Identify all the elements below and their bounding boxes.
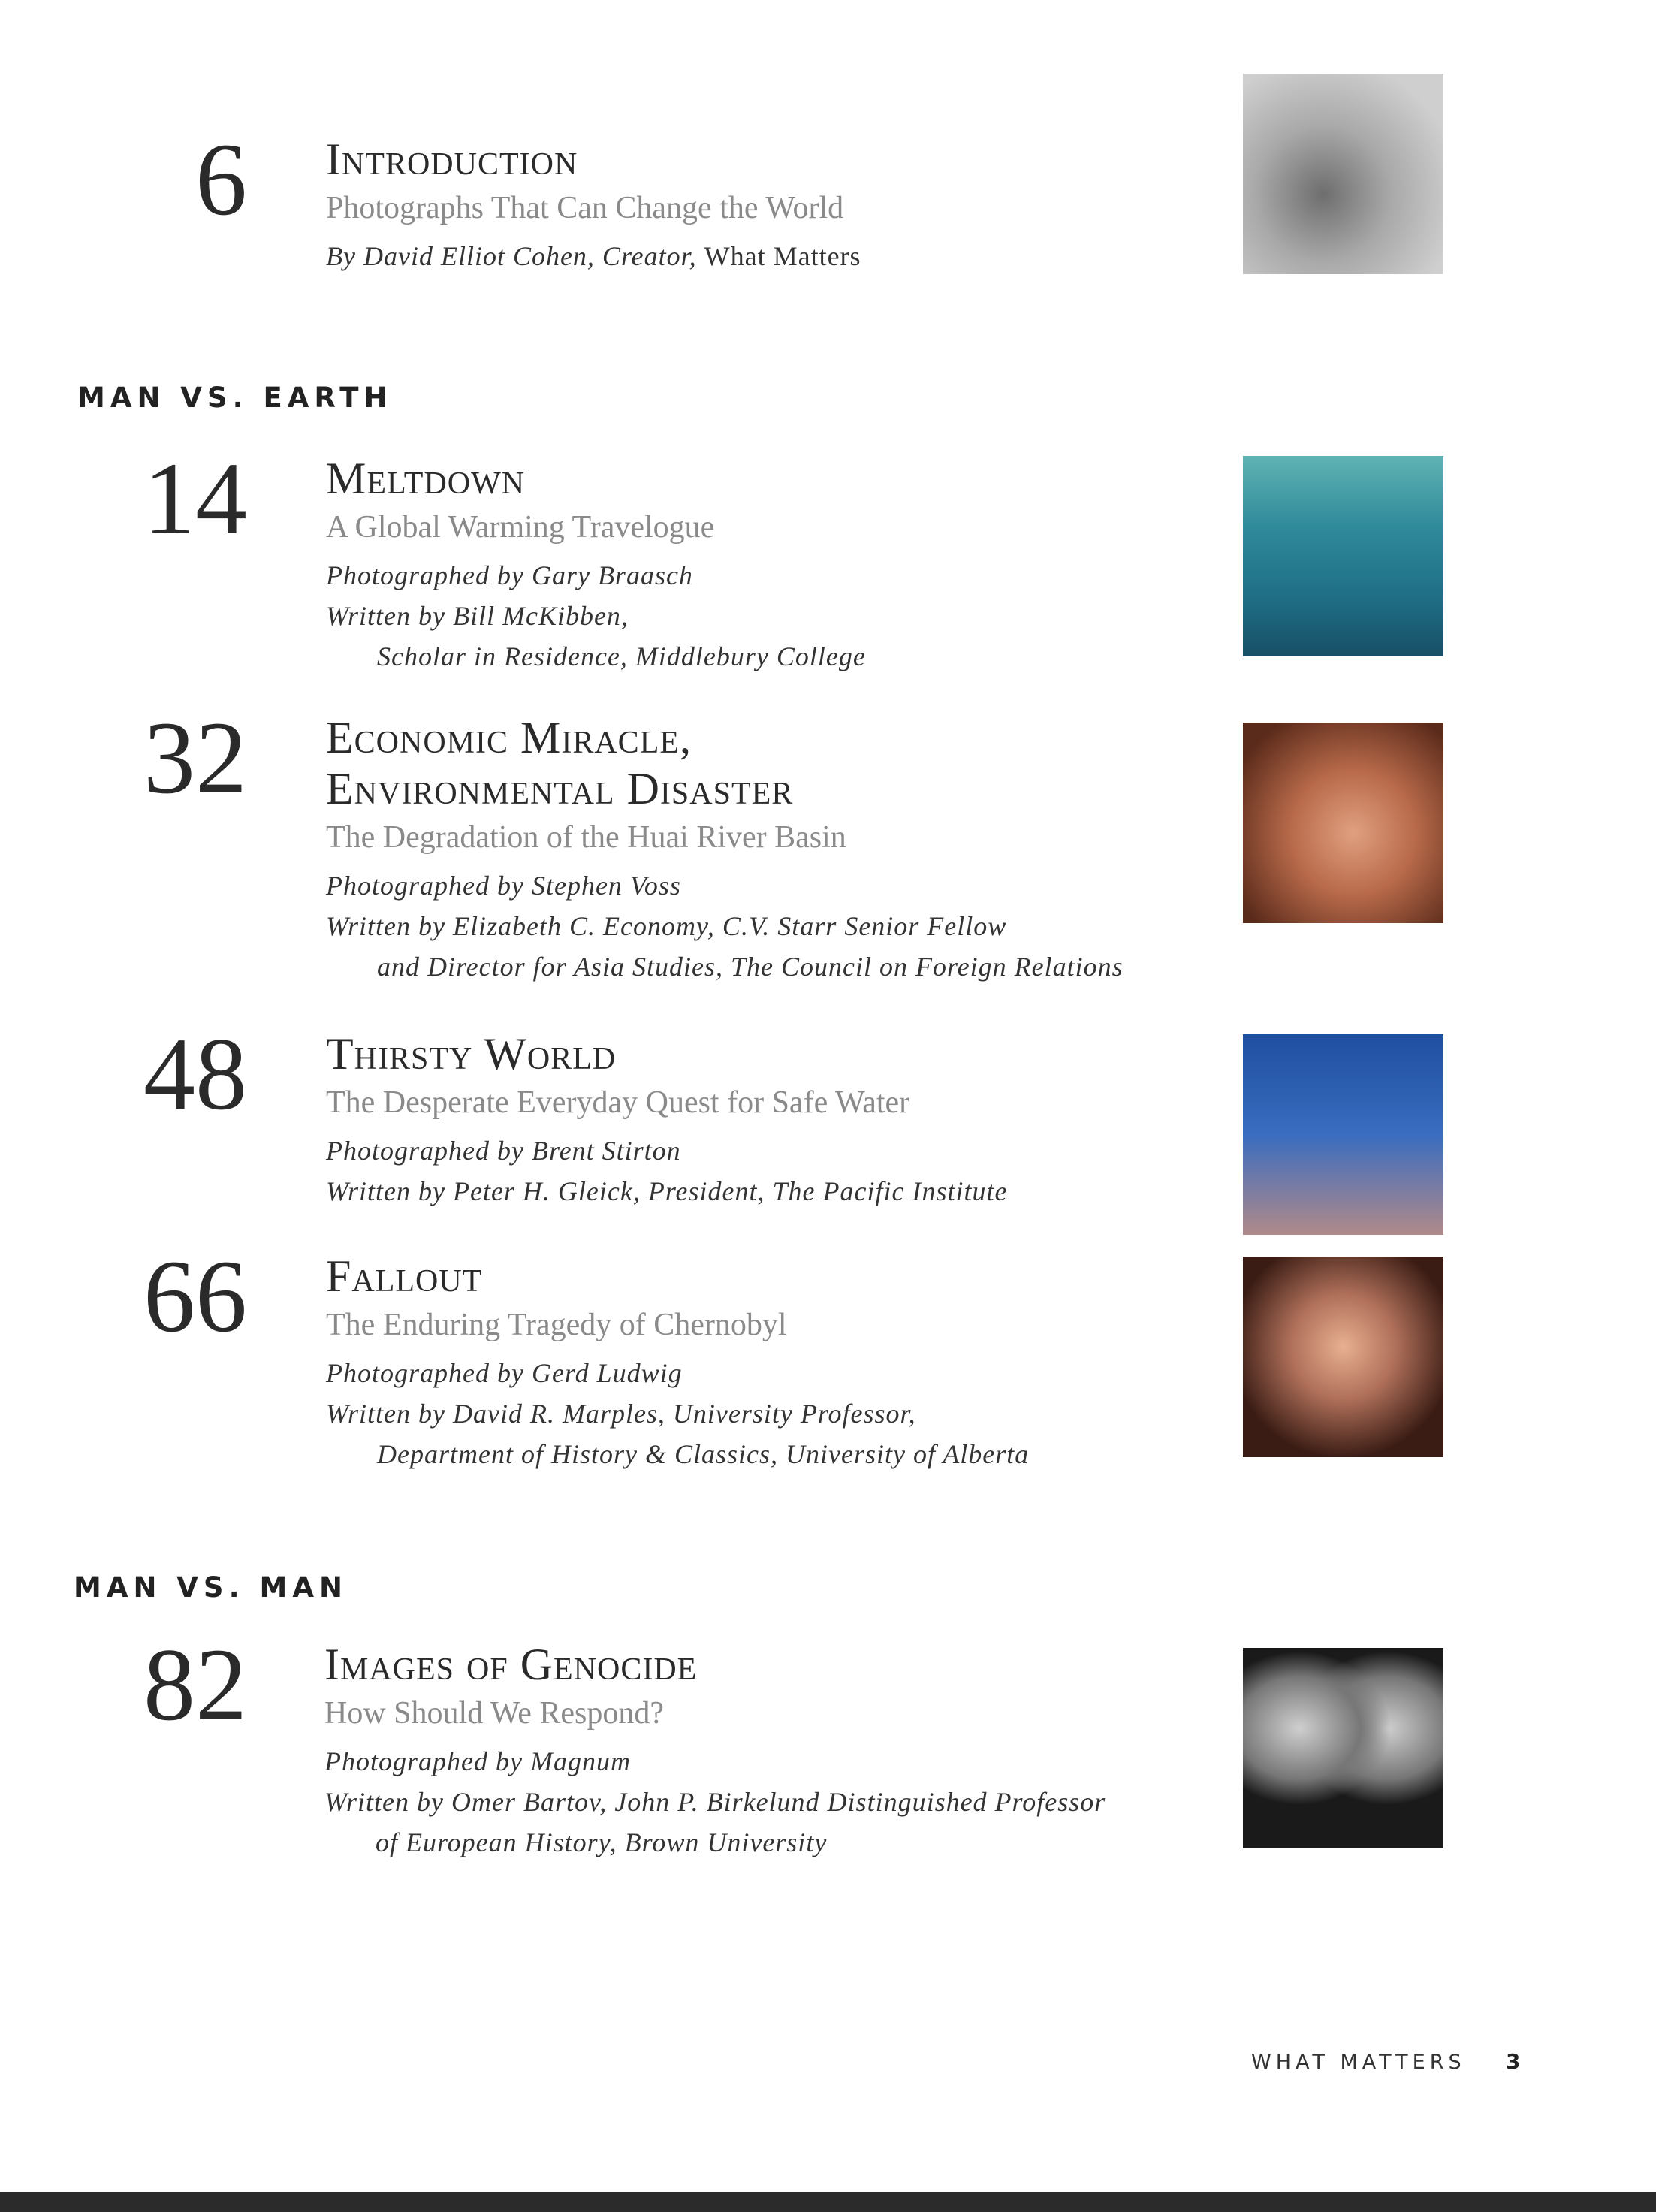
photo-water-bucket bbox=[1243, 1034, 1443, 1235]
entry-subtitle: The Enduring Tragedy of Chernobyl bbox=[326, 1308, 787, 1342]
page-number: 82 bbox=[143, 1627, 247, 1742]
photo-ice bbox=[1243, 456, 1443, 656]
photo-child bbox=[1243, 723, 1443, 923]
entry-credit: Written by Elizabeth C. Economy, C.V. Starr Senior Fellow bbox=[326, 911, 1007, 941]
photo-soldier bbox=[1243, 74, 1443, 274]
entry-credit: Photographed by Magnum bbox=[324, 1746, 631, 1776]
entry-credit: Written by David R. Marples, University Professor, bbox=[326, 1399, 916, 1429]
entry-title: Economic Miracle, bbox=[326, 713, 692, 762]
entry-credit: Photographed by Gary Braasch bbox=[326, 560, 693, 590]
page-number-footer: 3 bbox=[1506, 2049, 1521, 2074]
entry-title: Fallout bbox=[326, 1251, 483, 1301]
page-number: 48 bbox=[143, 1016, 247, 1131]
book-title: What Matters bbox=[704, 241, 861, 271]
entry-credit: of European History, Brown University bbox=[376, 1827, 828, 1857]
entry-subtitle: How Should We Respond? bbox=[324, 1696, 664, 1731]
entry-credit: Written by Peter H. Gleick, President, The Pacific Institute bbox=[326, 1176, 1008, 1206]
running-footer: WHAT MATTERS bbox=[1251, 2051, 1466, 2074]
page-number: 14 bbox=[143, 441, 247, 556]
entry-subtitle: The Desperate Everyday Quest for Safe Water bbox=[326, 1085, 910, 1120]
entry-credit: Written by Bill McKibben, bbox=[326, 601, 629, 631]
entry-title: Images of Genocide bbox=[324, 1640, 698, 1689]
entry-credit: Department of History & Classics, University of Alberta bbox=[377, 1439, 1030, 1469]
page-number: 6 bbox=[195, 122, 247, 237]
page-number: 66 bbox=[143, 1239, 247, 1353]
entry-title: Environmental Disaster bbox=[326, 764, 794, 813]
section-header: MAN VS. EARTH bbox=[77, 382, 393, 414]
entry-title: Meltdown bbox=[326, 454, 526, 503]
entry-title: Introduction bbox=[326, 134, 578, 184]
entry-title: Thirsty World bbox=[326, 1029, 617, 1079]
entry-subtitle: A Global Warming Travelogue bbox=[326, 510, 715, 545]
entry-credit: Scholar in Residence, Middlebury College bbox=[377, 641, 866, 671]
entry-credit: Photographed by Stephen Voss bbox=[326, 871, 681, 901]
section-header: MAN VS. MAN bbox=[74, 1571, 348, 1604]
entry-credit: By David Elliot Cohen, Creator, What Matters bbox=[326, 241, 861, 271]
entry-credit: Photographed by Brent Stirton bbox=[326, 1136, 681, 1166]
photo-boy bbox=[1243, 1257, 1443, 1457]
photo-skulls bbox=[1243, 1648, 1443, 1848]
entry-subtitle: The Degradation of the Huai River Basin bbox=[326, 820, 846, 855]
entry-credit: Photographed by Gerd Ludwig bbox=[326, 1358, 683, 1388]
entry-subtitle: Photographs That Can Change the World bbox=[326, 191, 844, 225]
entry-credit: Written by Omer Bartov, John P. Birkelund Distinguished Professor bbox=[324, 1787, 1106, 1817]
page-number: 32 bbox=[143, 700, 247, 815]
entry-credit: and Director for Asia Studies, The Council on Foreign Relations bbox=[377, 952, 1124, 982]
scan-edge bbox=[0, 2192, 1656, 2212]
